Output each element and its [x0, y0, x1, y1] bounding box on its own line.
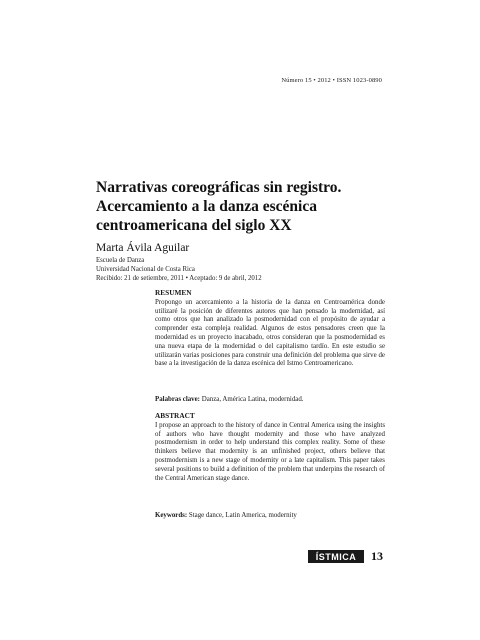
resumen-section	[155, 289, 385, 369]
author-affiliation	[96, 256, 262, 283]
palabras-clave-value: Danza, América Latina, modernidad.	[201, 396, 304, 403]
keywords-section	[155, 512, 385, 521]
keywords-value: Stage dance, Latin America, modernity	[188, 512, 297, 519]
author-name: Marta Ávila Aguilar	[96, 242, 190, 254]
page-number: 13	[371, 549, 383, 563]
dates-line: Recibido: 21 de setiembre, 2011 • Aceptado: 9 de abril, 2012	[96, 275, 262, 282]
resumen-body: Propongo un acercamiento a la historia de la danza en Centroamérica donde utilizaré la posición de diferentes autores que han pensado la modernidad, así como otros que han analizado la posmodernidad con el propósito de ayudar a comprender esta compleja realidad. Algunos de estos pensadores creen que la modernidad es un proyecto inacabado, otros consideran que la posmodernidad es una nueva etapa de la modernidad o del capitalismo tardío. En este estudio se utilizarán varias posiciones para construir una definición del problema que sirve de base a la investigación de la danza escénica del Istmo Centroamericano.	[155, 298, 385, 368]
abstract-body: I propose an approach to the history of dance in Central America using the insights of authors who have thought modernity and those who have analyzed postmodernism in order to help understand this complex reality. Some of these thinkers believe that modernity is an unfinished project, others believe that postmodernism is a new stage of modernity or a late capitalism. This paper takes several positions to build a definition of the problem that underpins the research of the Central American stage dance.	[155, 421, 385, 482]
title-line: centroamericana del siglo XX	[96, 217, 292, 234]
abstract-heading: ABSTRACT	[155, 411, 195, 420]
palabras-clave-label: Palabras clave:	[155, 396, 200, 403]
affiliation-line: Escuela de Danza	[96, 257, 145, 264]
abstract-section	[155, 412, 385, 483]
title-line: Narrativas coreográficas sin registro.	[96, 179, 342, 196]
article-title	[96, 178, 396, 235]
palabras-clave-section	[155, 396, 385, 405]
issue-info: Número 15 • 2012 • ISSN 1023-0890	[281, 77, 382, 84]
title-line: Acercamiento a la danza escénica	[96, 198, 317, 215]
affiliation-line: Universidad Nacional de Costa Rica	[96, 266, 195, 273]
journal-logo: ÍSTMICA	[308, 550, 364, 563]
keywords-label: Keywords:	[155, 512, 188, 519]
resumen-heading: RESUMEN	[155, 288, 192, 297]
